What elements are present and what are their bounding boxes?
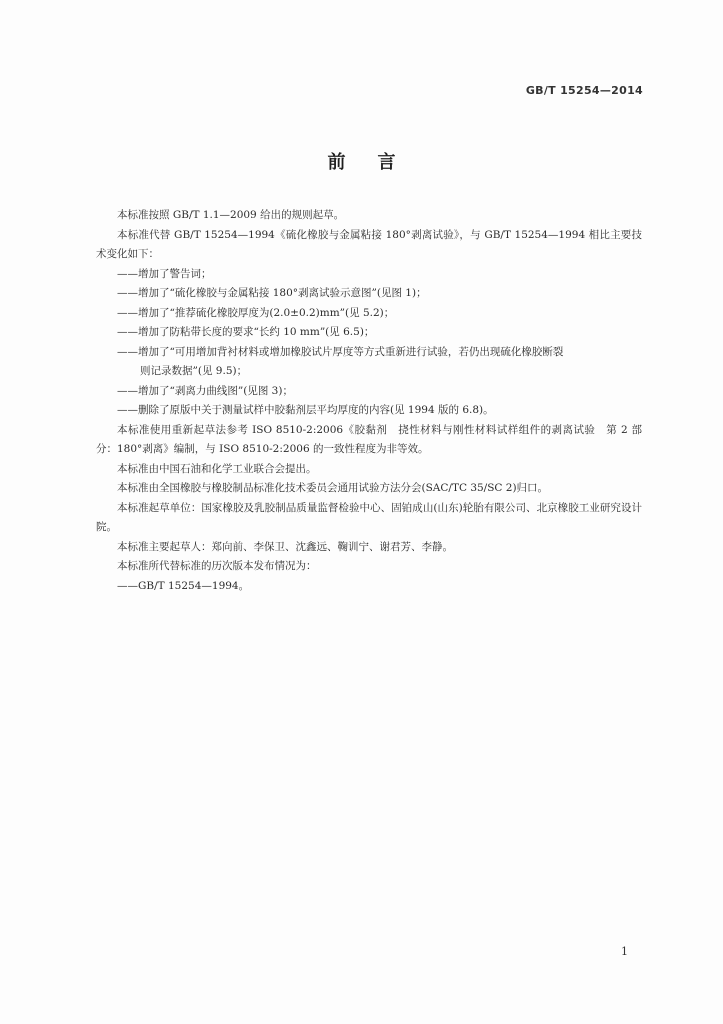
change-item: ——删除了原版中关于测量试样中胶黏剂层平均厚度的内容(见 1994 版的 6.8)。 <box>117 404 494 416</box>
replacement-paragraph: 本标准代替 GB/T 15254—1994《硫化橡胶与金属粘接 180°剥离试验》，与 GB/T 15254—1994 相比主要技术变化如下： <box>96 228 642 260</box>
foreword-body <box>96 206 642 596</box>
change-item: ——增加了警告词； <box>117 267 212 280</box>
change-item: ——增加了“剥离力曲线图”(见图 3)； <box>117 384 293 397</box>
change-item: ——增加了防粘带长度的要求“长约 10 mm”(见 6.5)； <box>117 326 375 338</box>
change-item: ——增加了“推荐硫化橡胶厚度为(2.0±0.2)mm”(见 5.2)； <box>117 306 395 319</box>
standard-code: GB/T 15254—2014 <box>525 84 643 97</box>
page-number: 1 <box>621 945 628 958</box>
drafting-rules-paragraph: 本标准按照 GB/T 1.1—2009 给出的规则起草。 <box>117 209 345 221</box>
drafting-units-paragraph: 本标准起草单位：国家橡胶及乳胶制品质量监督检验中心、固铂成山(山东)轮胎有限公司、北京橡胶工业研究设计院。 <box>96 501 642 533</box>
drafters-paragraph: 本标准主要起草人：郑向前、李保卫、沈鑫远、鞠训宁、谢君芳、李静。 <box>117 540 453 553</box>
change-item: ——增加了“硫化橡胶与金属粘接 180°剥离试验示意图”(见图 1)； <box>117 287 427 299</box>
committee-paragraph: 本标准由全国橡胶与橡胶制品标准化技术委员会通用试验方法分会(SAC/TC 35/SC 2)归口。 <box>117 482 549 494</box>
history-paragraph: 本标准所代替标准的历次版本发布情况为： <box>117 560 317 572</box>
history-item: ——GB/T 15254—1994。 <box>117 579 250 592</box>
change-item-continuation: 则记录数据”(见 9.5)； <box>140 365 248 377</box>
change-item <box>96 343 642 382</box>
page-title: 前言 <box>327 152 428 173</box>
proposer-paragraph: 本标准由中国石油和化学工业联合会提出。 <box>117 462 317 475</box>
change-item-text: ——增加了“可用增加背衬材料或增加橡胶试片厚度等方式重新进行试验，若仍出现硫化橡胶断裂 <box>117 345 564 358</box>
iso-reference-paragraph: 本标准使用重新起草法参考 ISO 8510-2:2006《胶黏剂 挠性材料与刚性材料试样组件的剥离试验 第 2 部分：180°剥离》编制，与 ISO 8510-2:2006 的一致性程度为非等效。 <box>96 423 642 455</box>
